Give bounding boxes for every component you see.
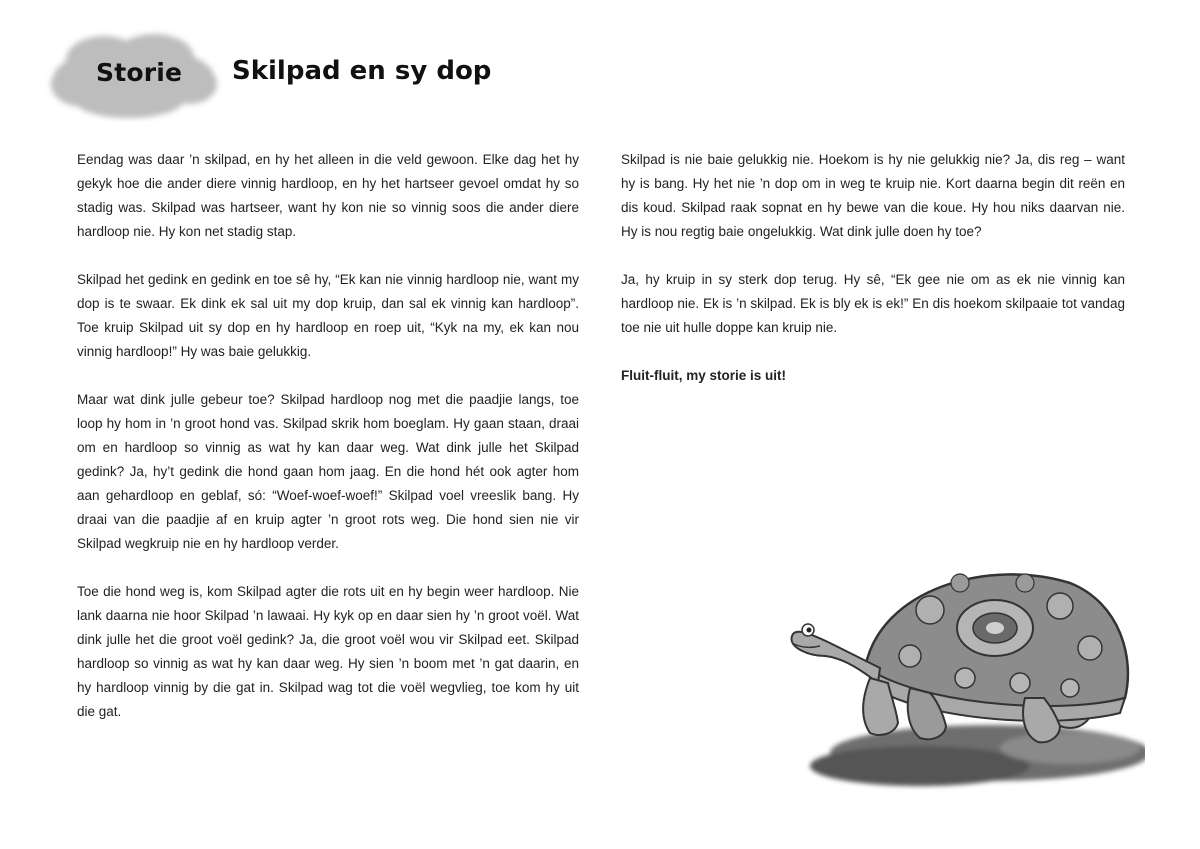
ground-shadow: [810, 725, 1145, 786]
story-paragraph: Skilpad is nie baie gelukkig nie. Hoekom is hy nie gelukkig nie? Ja, dis reg – want hy is bang. Hy het nie ’n dop om in weg te kruip nie. Kort daarna begin dit reën en dis koud. Skilpad raak sopnat en hy bewe van die koue. Hy hou niks daarvan nie. Hy is nou regtig baie ongelukkig. Wat dink julle doen hy toe?: [621, 152, 1125, 239]
tortoise-shell: [865, 574, 1128, 721]
story-paragraph: Eendag was daar ’n skilpad, en hy het alleen in die veld gewoon. Elke dag het hy gekyk hoe die ander diere vinnig hardloop, en hy het hartseer gevoel omdat hy so stadig was. Skilpad was hartseer, want hy kon nie so vinnig soos die ander diere hardloop nie. Hy kon net stadig stap.: [77, 152, 579, 239]
tortoise-head: [792, 624, 880, 683]
story-column-left: [77, 148, 579, 748]
story-badge: [44, 22, 224, 122]
page-title: Skilpad en sy dop: [232, 56, 492, 86]
tortoise-icon: [770, 548, 1145, 798]
tortoise-illustration: [770, 548, 1145, 798]
story-closing-line: Fluit-fluit, my storie is uit!: [621, 368, 786, 383]
badge-label: Storie: [96, 58, 183, 87]
story-paragraph: Skilpad het gedink en gedink en toe sê hy, “Ek kan nie vinnig hardloop nie, want my dop is te swaar. Ek dink ek sal uit my dop kruip, dan sal ek vinnig kan hardloop”. Toe kruip Skilpad uit sy dop en hy hardloop en roep uit, “Kyk na my, ek kan nou vinnig hardloop!” Hy was baie gelukkig.: [77, 272, 579, 359]
story-paragraph: Ja, hy kruip in sy sterk dop terug. Hy sê, “Ek gee nie om as ek nie vinnig kan hardloop nie. Ek is ’n skilpad. Ek is bly ek is ek!” En dis hoekom skilpaaie tot vandag toe nie uit hulle doppe kan kruip nie.: [621, 272, 1125, 335]
story-column-right: [621, 148, 1125, 412]
story-paragraph: Maar wat dink julle gebeur toe? Skilpad hardloop nog met die paadjie langs, toe loop hy hom in ’n groot hond vas. Skilpad skrik hom boeglam. Hy gaan staan, draai om en hardloop so vinnig as wat hy kan daar weg. Wat dink julle het Skilpad gedink? Ja, hy’t gedink die hond gaan hom jaag. En die hond hét ook agter hom aan gehardloop en geblaf, só: “Woef-woef-woef!” Skilpad voel vreeslik bang. Hy draai van die paadjie af en kruip agter ’n groot rots weg. Die hond sien nie vir Skilpad wegkruip nie en hy hardloop verder.: [77, 392, 579, 551]
story-paragraph: Toe die hond weg is, kom Skilpad agter die rots uit en hy begin weer hardloop. Nie lank daarna nie hoor Skilpad ’n lawaai. Hy kyk op en daar sien hy ’n groot voël. Wat dink julle het die groot voël gedink? Ja, die groot voël wou vir Skilpad eet. Skilpad hardloop so vinnig as wat hy kan daar weg. Hy sien ’n boom met ’n gat daarin, en hy hardloop vinnig by die gat in. Skilpad wag tot die voël wegvlieg, toe kom hy uit die gat.: [77, 584, 579, 719]
